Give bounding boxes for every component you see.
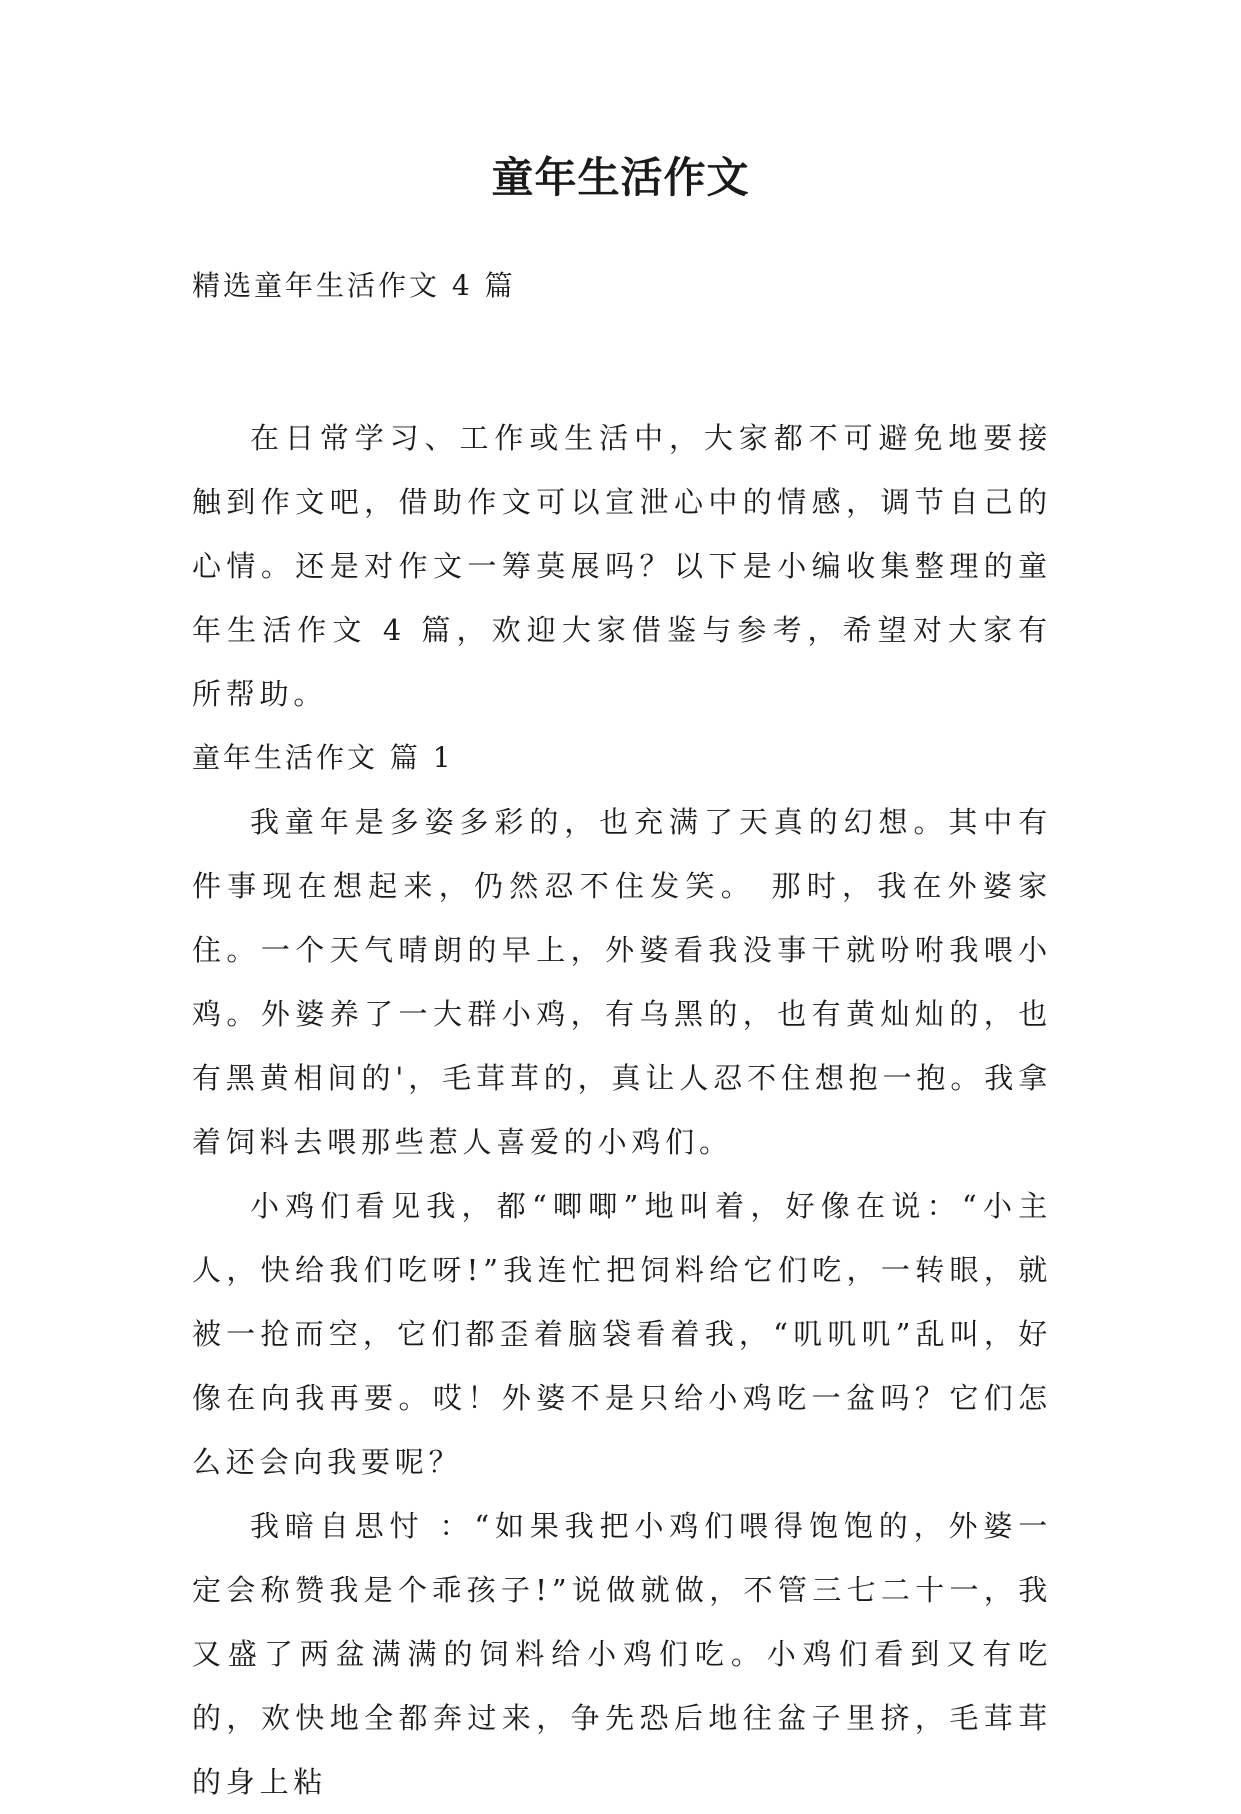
document-subtitle: 精选童年生活作文 4 篇 [192,269,516,302]
section-heading: 童年生活作文 篇 1 [192,741,454,774]
body-paragraph-1: 我童年是多姿多彩的，也充满了天真的幻想。其中有件事现在想起来，仍然忍不住发笑。 那时，我在外婆家住。一个天气晴朗的早上，外婆看我没事干就吩咐我喂小鸡。外婆养了一大群小鸡，有乌黑的，也有黄灿灿的，也有黑黄相间的'，毛茸茸的，真让人忍不住想抱一抱。我拿着饲料去喂那些惹人喜爱的小鸡们。 [192,805,1052,1159]
intro-paragraph: 在日常学习、工作或生活中，大家都不可避免地要接触到作文吧，借助作文可以宣泄心中的情感，调节自己的心情。还是对作文一筹莫展吗？以下是小编收集整理的童年生活作文 4 篇，欢迎大家借鉴与参考，希望对大家有所帮助。 [192,421,1052,711]
body-paragraph-3: 我暗自思忖 ：“如果我把小鸡们喂得饱饱的，外婆一定会称赞我是个乖孩子!”说做就做，不管三七二十一，我又盛了两盆满满的饲料给小鸡们吃。小鸡们看到又有吃的，欢快地全都奔过来，争先恐后地往盆子里挤，毛茸茸的身上粘 [192,1509,1052,1799]
document-body [192,406,1052,1814]
document-title: 童年生活作文 [491,153,750,202]
body-paragraph-2: 小鸡们看见我，都“唧唧”地叫着，好像在说：“小主人，快给我们吃呀!”我连忙把饲料给它们吃，一转眼，就被一抢而空，它们都歪着脑袋看着我，“叽叽叽”乱叫，好像在向我再要。哎！外婆不是只给小鸡吃一盆吗？它们怎么还会向我要呢？ [192,1189,1052,1479]
